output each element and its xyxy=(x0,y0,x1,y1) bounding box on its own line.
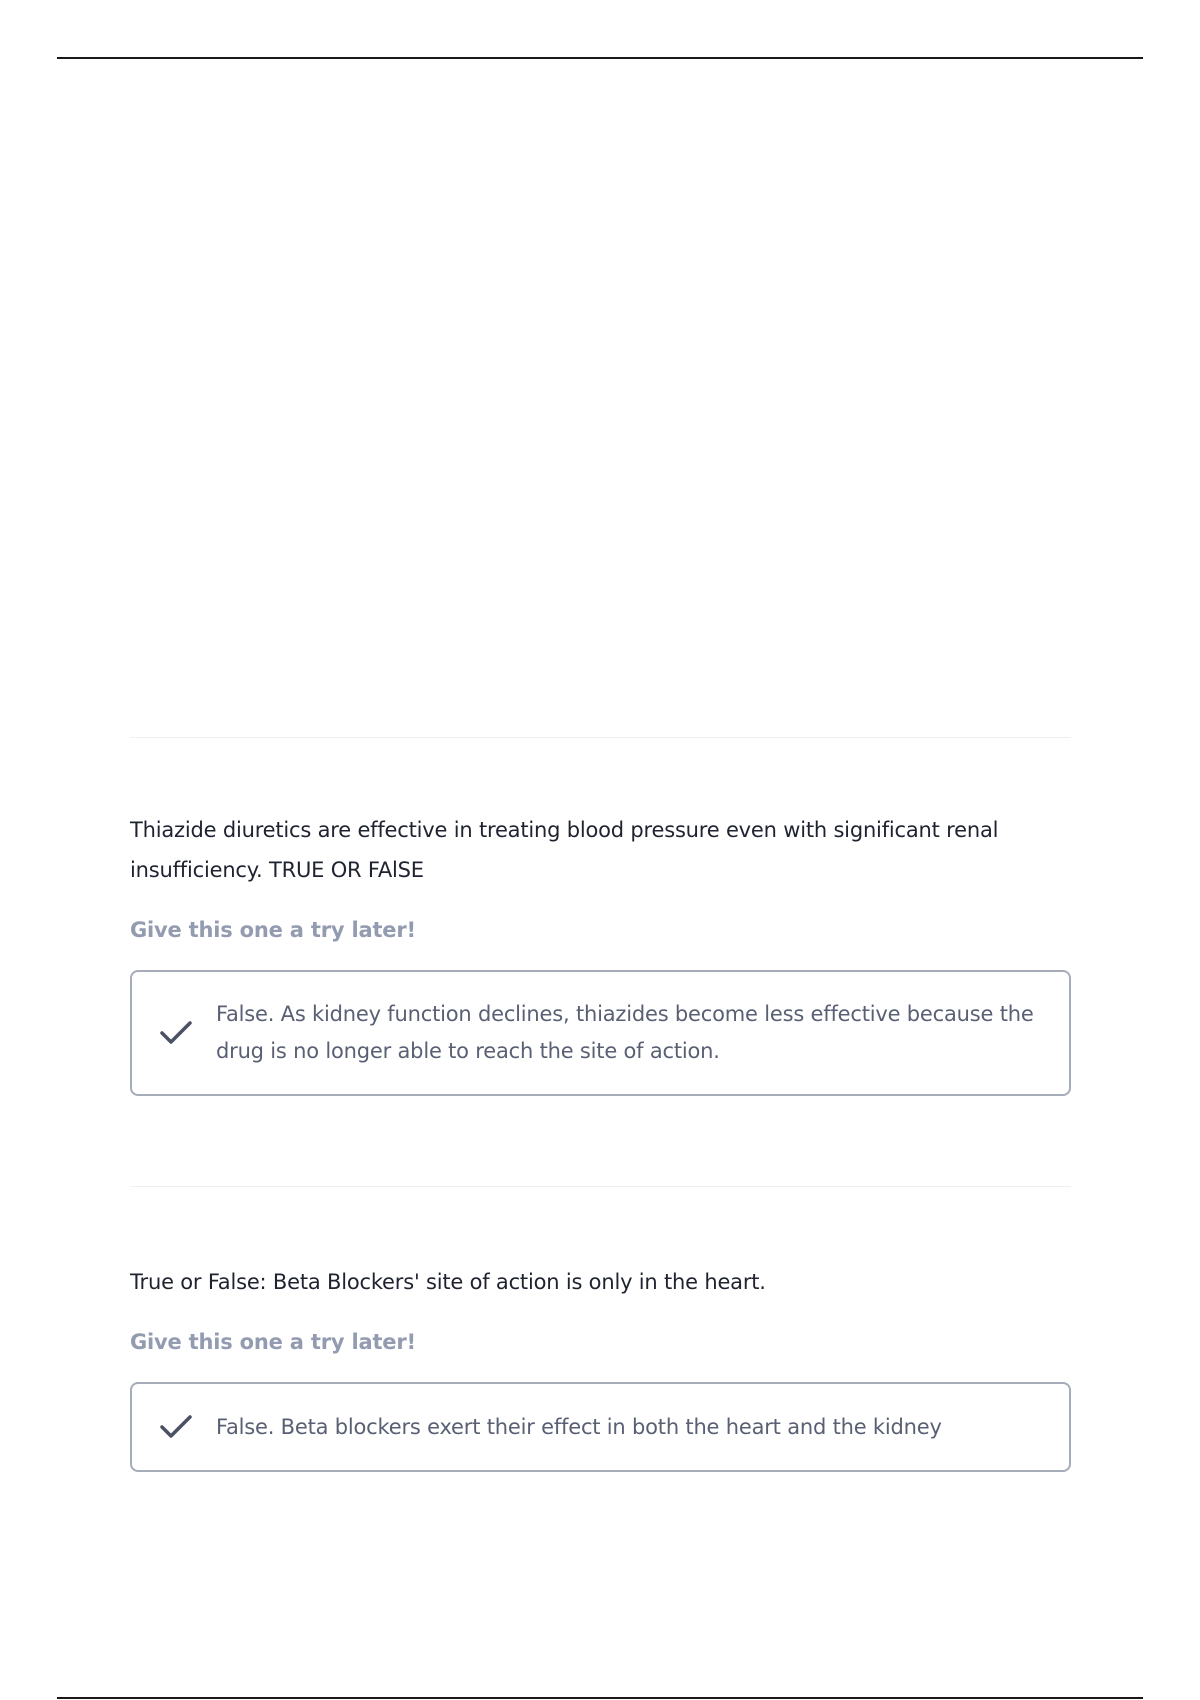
question-text: True or False: Beta Blockers' site of action is only in the heart. xyxy=(130,1270,766,1294)
flashcard xyxy=(130,810,1071,1096)
card-separator xyxy=(130,737,1071,738)
answer-text: False. Beta blockers exert their effect in both the heart and the kidney xyxy=(216,1414,942,1439)
check-icon xyxy=(158,1409,194,1445)
answer-box xyxy=(130,970,1071,1096)
answer-text: False. As kidney function declines, thiazides become less effective because the drug is no longer able to reach the site of action. xyxy=(216,1002,1034,1063)
check-icon xyxy=(158,1015,194,1051)
page-bottom-rule xyxy=(57,1697,1143,1699)
flashcard xyxy=(130,1262,1071,1472)
answer-box xyxy=(130,1382,1071,1472)
try-later-link[interactable]: Give this one a try later! xyxy=(130,918,416,942)
try-later-link[interactable]: Give this one a try later! xyxy=(130,1330,416,1354)
question-text: Thiazide diuretics are effective in treating blood pressure even with significant renal insufficiency. TRUE OR FAlSE xyxy=(130,818,999,882)
card-separator xyxy=(130,1186,1071,1187)
page-top-rule xyxy=(57,57,1143,59)
